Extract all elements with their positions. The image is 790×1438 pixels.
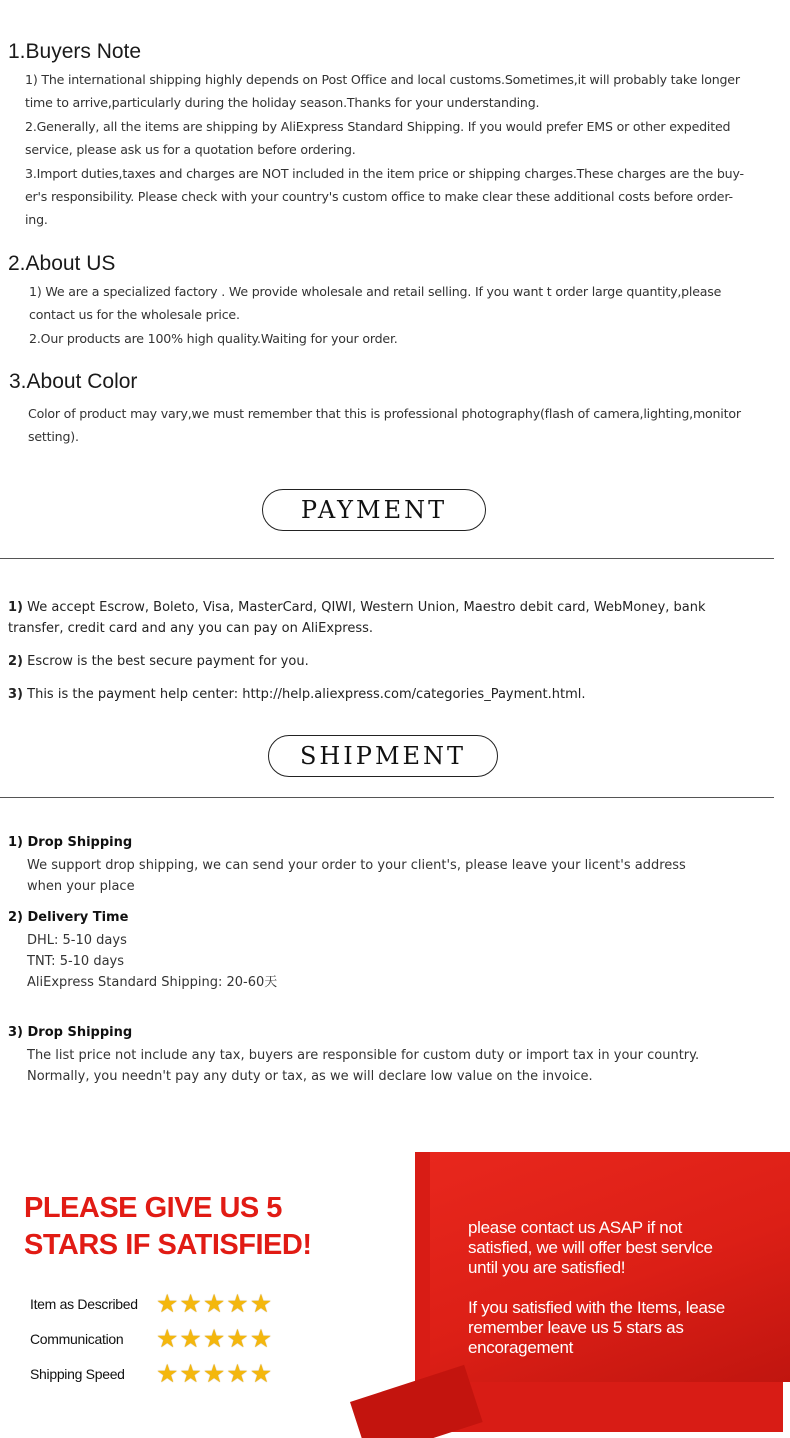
about-color-body [28,402,783,449]
rating-row-communication [30,1326,272,1352]
buyers-note-line: 2.Generally, all the items are shipping by AliExpress Standard Shipping. If you would prefer EMS or other expedited [25,118,731,134]
star-icon: ★ [249,1289,273,1318]
drop-shipping-line: We support drop shipping, we can send your order to your client's, please leave your licent's address [27,858,686,873]
about-color-title: 3.About Color [9,370,138,393]
payment-item-text: Escrow is the best secure payment for you. [27,654,309,669]
drop-shipping-body [27,855,727,897]
about-us-body [29,280,779,350]
buyers-note-line: time to arrive,particularly during the holiday season.Thanks for your understanding. [25,95,540,111]
star-icon: ★ [179,1324,202,1353]
star-icon: ★ [179,1359,202,1388]
payment-heading: PAYMENT [262,489,486,531]
shipment-heading: SHIPMENT [268,735,498,777]
rating-label: Item as Described [30,1296,138,1312]
buyers-note-line: 1) The international shipping highly depends on Post Office and local customs.Sometimes,it will probably take longer [25,72,740,87]
star-icon: ★ [202,1324,226,1353]
headline-line-1: PLEASE GIVE US 5 [24,1192,282,1224]
rating-row-item-as-described [30,1291,272,1317]
star-icon: ★ [156,1359,179,1388]
buyers-note-line: 3.Import duties,taxes and charges are NOT included in the item price or shipping charges.These charges are the buy- [25,165,744,181]
about-us-line: 1) We are a specialized factory . We provide wholesale and retail selling. If you want t order large quantity,please [29,284,722,299]
tax-line: The list price not include any tax, buyers are responsible for custom duty or import tax in your country. [27,1048,700,1063]
delivery-line: AliExpress Standard Shipping: 20-60天 [27,975,278,990]
drop-shipping-tax-body [27,1045,767,1087]
buyers-note-title: 1.Buyers Note [8,40,142,63]
payment-divider [0,558,774,559]
star-icon: ★ [156,1324,179,1353]
delivery-line: DHL: 5-10 days [27,933,127,948]
feedback-banner [0,1152,790,1438]
stars-line: remember leave us 5 stars as [468,1318,684,1337]
star-icon: ★ [249,1359,273,1388]
about-us-line: contact us for the wholesale price. [29,307,240,323]
star-icon: ★ [202,1289,226,1318]
about-color-line: setting). [28,429,79,445]
star-icon: ★ [249,1324,273,1353]
about-us-line: 2.Our products are 100% high quality.Waiting for your order. [29,330,398,346]
about-us-title: 2.About US [8,252,116,275]
payment-item-num: 1) [8,600,23,615]
delivery-time-body [27,930,727,993]
star-icon: ★ [179,1289,202,1318]
rating-row-shipping-speed [30,1361,272,1387]
stars-line: encoragement [468,1338,574,1357]
payment-item-num: 3) [8,687,23,702]
payment-item-1 [8,597,748,639]
star-icon: ★ [202,1359,226,1388]
rating-label: Communication [30,1331,124,1347]
star-rating [156,1326,272,1352]
tax-line: Normally, you needn't pay any duty or tax, as we will declare low value on the invoice. [27,1069,593,1084]
five-stars-headline [24,1190,311,1264]
payment-help-link[interactable]: This is the payment help center: http://help.aliexpress.com/categories_Payment.html. [27,687,586,702]
payment-item-3 [8,684,748,705]
headline-line-2: STARS IF SATISFIED! [24,1229,312,1261]
star-icon: ★ [226,1324,249,1353]
drop-shipping-line: when your place [27,879,135,894]
about-color-line: Color of product may vary,we must remember that this is professional photography(flash of camera,lighting,monitor [28,406,741,421]
leave-stars-message [468,1298,778,1358]
delivery-line: TNT: 5-10 days [27,954,125,969]
rating-label: Shipping Speed [30,1366,125,1382]
buyers-note-line: ing. [25,212,48,228]
drop-shipping-title: 1) Drop Shipping [8,835,133,850]
contact-line: please contact us ASAP if not [468,1218,683,1237]
payment-item-text: We accept Escrow, Boleto, Visa, MasterCard, QIWI, Western Union, Maestro debit card, WebMoney, bank transfer, credit card and any you can pay on AliExpress. [8,600,706,636]
payment-item-num: 2) [8,654,23,669]
star-rating [156,1291,272,1317]
star-icon: ★ [226,1359,249,1388]
contact-line: satisfied, we will offer best servlce [468,1238,713,1257]
payment-item-2 [8,651,748,672]
buyers-note-line: service, please ask us for a quotation before ordering. [25,142,356,158]
stars-line: If you satisfied with the Items, lease [468,1298,725,1317]
contact-line: until you are satisfied! [468,1258,626,1277]
star-rating [156,1361,272,1387]
star-icon: ★ [226,1289,249,1318]
shipment-divider [0,797,774,798]
contact-us-message [468,1218,778,1278]
star-icon: ★ [156,1289,179,1318]
delivery-time-title: 2) Delivery Time [8,910,129,925]
buyers-note-body [25,68,780,232]
drop-shipping-tax-title: 3) Drop Shipping [8,1025,133,1040]
buyers-note-line: er's responsibility. Please check with your country's custom office to make clear these additional costs before order- [25,189,733,205]
